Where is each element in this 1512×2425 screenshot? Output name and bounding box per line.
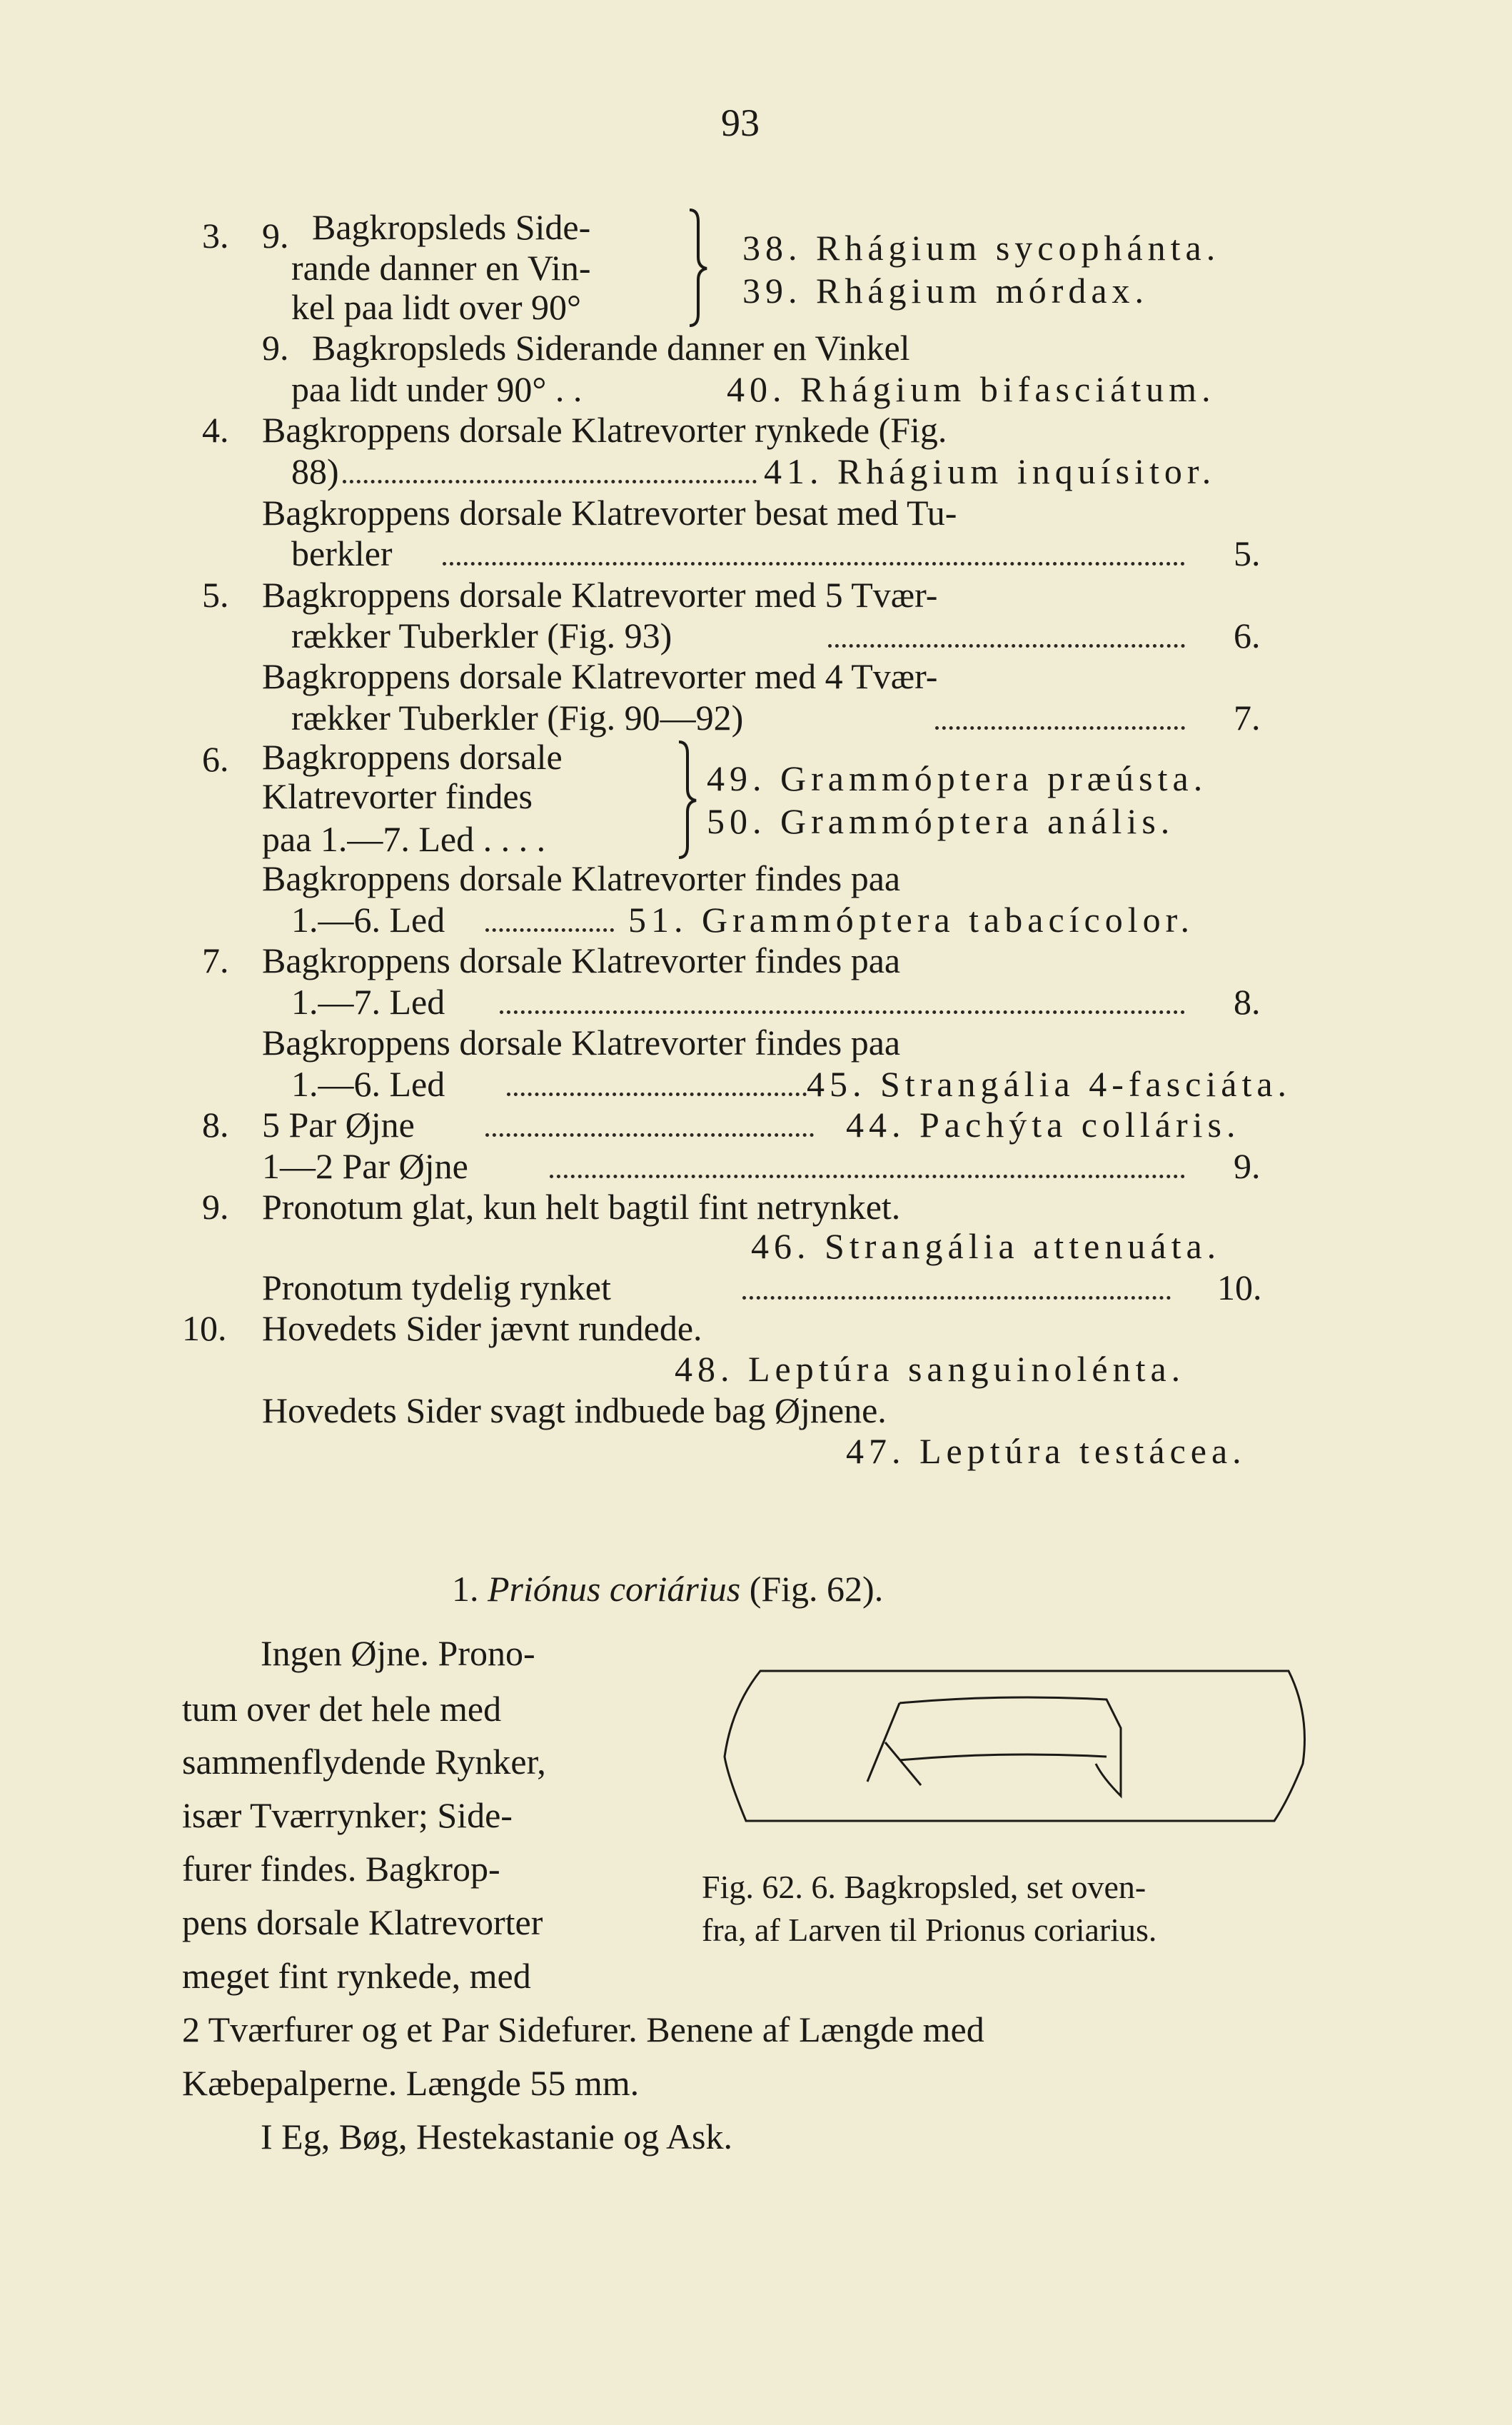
figure-62-drawing: [717, 1664, 1324, 1849]
result-couplet: 9.: [1234, 1146, 1261, 1186]
body-line: I Eg, Bøg, Hestekastanie og Ask.: [261, 2117, 733, 2157]
brace-icon: [685, 207, 714, 328]
body-line: pens dorsale Klatrevorter: [182, 1902, 543, 1942]
lead-text: berkler: [291, 533, 393, 573]
lead-text: Bagkroppens dorsale Klatrevorter rynkede (Fig.: [262, 410, 947, 450]
result-species: 46. Strangália attenuáta.: [751, 1226, 1221, 1266]
page-number: 93: [721, 101, 760, 144]
leader-dots: [742, 1296, 1171, 1300]
result-couplet: 5.: [1234, 533, 1261, 573]
body-line: meget fint rynkede, med: [182, 1956, 531, 1996]
result-species: 51. Grammóptera tabacícolor.: [628, 900, 1194, 940]
figure-caption: Fig. 62. 6. Bagkropsled, set oven-: [702, 1869, 1146, 1905]
species-name: Priónus coriárius: [488, 1569, 741, 1609]
lead-text: 1—2 Par Øjne: [262, 1146, 468, 1186]
figure-caption: fra, af Larven til Prionus coriarius.: [702, 1912, 1157, 1948]
lead-text: Bagkroppens dorsale Klatrevorter findes paa: [262, 858, 901, 898]
result-species: 47. Leptúra testácea.: [846, 1431, 1246, 1471]
leader-dots: [443, 562, 1185, 566]
lead-number: 9.: [262, 216, 289, 256]
lead-text: 1.—6. Led: [291, 1064, 445, 1104]
lead-text: Bagkroppens dorsale Klatrevorter med 4 Tvær-: [262, 656, 938, 696]
body-line: Kæbepalperne. Længde 55 mm.: [182, 2063, 640, 2103]
lead-text: rande danner en Vin-: [291, 248, 591, 288]
lead-text: Hovedets Sider svagt indbuede bag Øjnene.: [262, 1390, 887, 1430]
couplet-number: 5.: [202, 575, 229, 615]
couplet-number: 3.: [202, 216, 229, 256]
lead-text: Hovedets Sider jævnt rundede.: [262, 1308, 702, 1348]
result-species: 45. Strangália 4-fasciáta.: [807, 1064, 1292, 1104]
leader-dots: [500, 1010, 1185, 1014]
lead-text: rækker Tuberkler (Fig. 90—92): [291, 698, 744, 738]
result-species: 48. Leptúra sanguinolénta.: [675, 1349, 1186, 1389]
species-fig-ref: (Fig. 62).: [749, 1569, 884, 1609]
leader-dots: [485, 1133, 814, 1137]
result-species: 38. Rhágium sycophánta.: [742, 228, 1221, 268]
body-line: tum over det hele med: [182, 1689, 502, 1729]
lead-text: 1.—7. Led: [291, 982, 445, 1022]
result-species: 49. Grammóptera præústa.: [707, 758, 1208, 798]
result-couplet: 6.: [1234, 616, 1261, 656]
lead-text: 5 Par Øjne: [262, 1105, 415, 1145]
lead-text: Pronotum glat, kun helt bagtil fint netrynket.: [262, 1187, 901, 1227]
lead-text: paa lidt under 90° . .: [291, 369, 583, 409]
couplet-number: 6.: [202, 739, 229, 779]
lead-text: Bagkropsleds Side-: [312, 207, 591, 247]
body-line: især Tværrynker; Side-: [182, 1795, 513, 1835]
couplet-number: 9.: [202, 1187, 229, 1227]
body-line: Ingen Øjne. Prono-: [261, 1633, 535, 1673]
lead-text: Bagkroppens dorsale Klatrevorter findes paa: [262, 940, 901, 980]
lead-text: Klatrevorter findes: [262, 776, 533, 816]
result-species: 39. Rhágium mórdax.: [742, 271, 1149, 311]
result-species: 41. Rhágium inquísitor.: [764, 451, 1216, 491]
leader-dots: [485, 928, 614, 932]
couplet-number: 10.: [182, 1308, 227, 1348]
lead-text: Bagkroppens dorsale: [262, 737, 563, 777]
result-couplet: 8.: [1234, 982, 1261, 1022]
lead-text: kel paa lidt over 90°: [291, 287, 581, 327]
species-number: 1.: [452, 1569, 479, 1609]
lead-number: 9.: [262, 328, 289, 368]
lead-text: paa 1.—7. Led . . . .: [262, 819, 546, 859]
couplet-number: 7.: [202, 940, 229, 980]
body-line: furer findes. Bagkrop-: [182, 1849, 500, 1889]
body-line: sammenflydende Rynker,: [182, 1742, 546, 1782]
couplet-number: 4.: [202, 410, 229, 450]
body-line: 2 Tværfurer og et Par Sidefurer. Benene af Længde med: [182, 2009, 984, 2049]
result-species: 44. Pachýta colláris.: [846, 1105, 1241, 1145]
result-couplet: 7.: [1234, 698, 1261, 738]
result-couplet: 10.: [1217, 1267, 1262, 1307]
lead-text: 1.—6. Led: [291, 900, 445, 940]
lead-text: 88): [291, 451, 339, 491]
brace-icon: [675, 739, 703, 860]
species-heading: [452, 1571, 883, 1607]
leader-dots: [828, 644, 1185, 648]
leader-dots: [935, 726, 1185, 730]
lead-text: Bagkroppens dorsale Klatrevorter besat med Tu-: [262, 493, 957, 533]
leader-dots: [343, 480, 757, 483]
lead-text: Bagkroppens dorsale Klatrevorter findes paa: [262, 1023, 901, 1063]
leader-dots: [507, 1093, 807, 1096]
couplet-number: 8.: [202, 1105, 229, 1145]
result-species: 40. Rhágium bifasciátum.: [727, 369, 1216, 409]
result-species: 50. Grammóptera anális.: [707, 801, 1175, 841]
lead-text: Bagkroppens dorsale Klatrevorter med 5 Tvær-: [262, 575, 938, 615]
lead-text: rækker Tuberkler (Fig. 93): [291, 616, 672, 656]
lead-text: Pronotum tydelig rynket: [262, 1267, 611, 1307]
leader-dots: [550, 1175, 1185, 1178]
lead-text: Bagkropsleds Siderande danner en Vinkel: [312, 328, 910, 368]
